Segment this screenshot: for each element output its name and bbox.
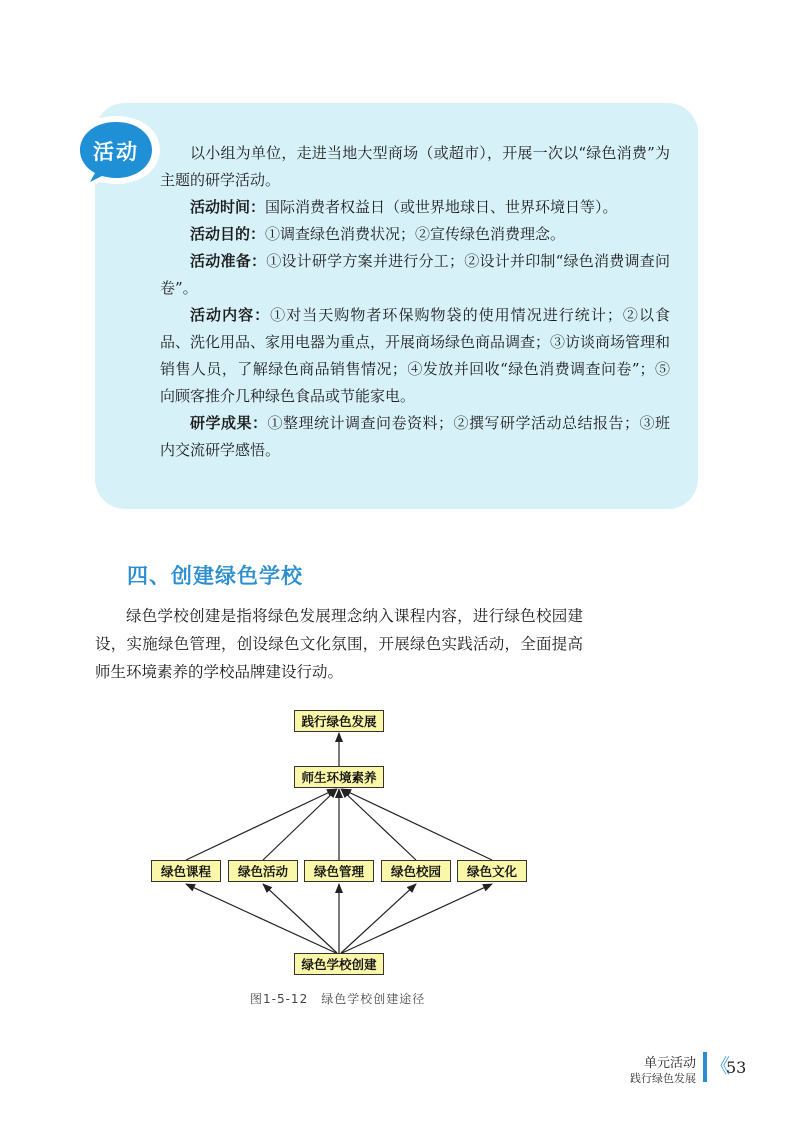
activity-time: [160, 194, 670, 221]
activity-content-item: [160, 302, 670, 410]
footer-unit-subtitle: 践行绿色发展: [630, 1072, 696, 1085]
node-green-campus: 绿色校园: [381, 860, 451, 882]
page-number: 53: [726, 1058, 747, 1077]
arrow-course-to-middle: [186, 789, 336, 860]
arrow-culture-to-middle: [342, 789, 492, 860]
activity-goal: [160, 221, 670, 248]
activity-time-text: 国际消费者权益日（或世界地球日、世界环境日等）。: [265, 198, 618, 216]
activity-time-label: 活动时间：: [190, 198, 266, 216]
activity-goal-label: 活动目的：: [190, 225, 266, 243]
arrow-bottom-to-campus: [341, 884, 416, 953]
node-environmental-literacy: 师生环境素养: [294, 766, 384, 788]
activity-prep-label: 活动准备：: [190, 252, 267, 270]
footer-unit-title: 单元活动: [643, 1056, 696, 1071]
node-green-management: 绿色管理: [304, 860, 374, 882]
activity-badge-label: 活动: [93, 140, 139, 164]
activity-intro: 以小组为单位，走进当地大型商场（或超市），开展一次以“绿色消费”为主题的研学活动。: [160, 144, 670, 189]
chevron-left-icon: 《: [710, 1054, 730, 1078]
figure-caption: 图1-5-12 绿色学校创建途径: [250, 992, 426, 1006]
node-green-activity: 绿色活动: [228, 860, 298, 882]
activity-content-label: 活动内容：: [190, 306, 271, 324]
arrow-bottom-to-activity: [263, 884, 337, 953]
node-green-school-creation: 绿色学校创建: [294, 953, 384, 975]
activity-result-text: ①整理统计调查问卷资料；②撰写研学活动总结报告；③班内交流研学感悟。: [160, 414, 670, 459]
activity-goal-text: ①调查绿色消费状况；②宣传绿色消费理念。: [265, 225, 566, 243]
activity-content-text: ①对当天购物者环保购物袋的使用情况进行统计；②以食品、洗化用品、家用电器为重点，开展商场绿色商品调查；③访谈商场管理和销售人员，了解绿色商品销售情况；④发放并回收“绿色消费调查问卷”；⑤向顾客推介几种绿色食品或节能家电。: [160, 306, 671, 405]
arrow-activity-to-middle: [263, 789, 337, 860]
activity-prep: [160, 248, 670, 302]
arrow-bottom-to-culture: [342, 884, 492, 953]
arrow-campus-to-middle: [341, 789, 416, 860]
arrow-bottom-to-course: [186, 884, 336, 953]
node-green-culture: 绿色文化: [457, 860, 527, 882]
section-body: 绿色学校创建是指将绿色发展理念纳入课程内容，进行绿色校园建设，实施绿色管理，创设绿色文化氛围，开展绿色实践活动，全面提高师生环境素养的学校品牌建设行动。: [95, 607, 583, 681]
activity-content: [160, 140, 670, 464]
activity-prep-text: ①设计研学方案并进行分工；②设计并印制“绿色消费调查问卷”。: [160, 252, 670, 297]
footer-divider: [703, 1052, 707, 1082]
activity-badge: [66, 112, 166, 190]
node-green-course: 绿色课程: [151, 860, 221, 882]
section-title: 四、创建绿色学校: [127, 564, 303, 588]
activity-result-label: 研学成果：: [190, 414, 268, 432]
node-practice-green-development: 践行绿色发展: [294, 710, 384, 732]
activity-result: [160, 410, 670, 464]
